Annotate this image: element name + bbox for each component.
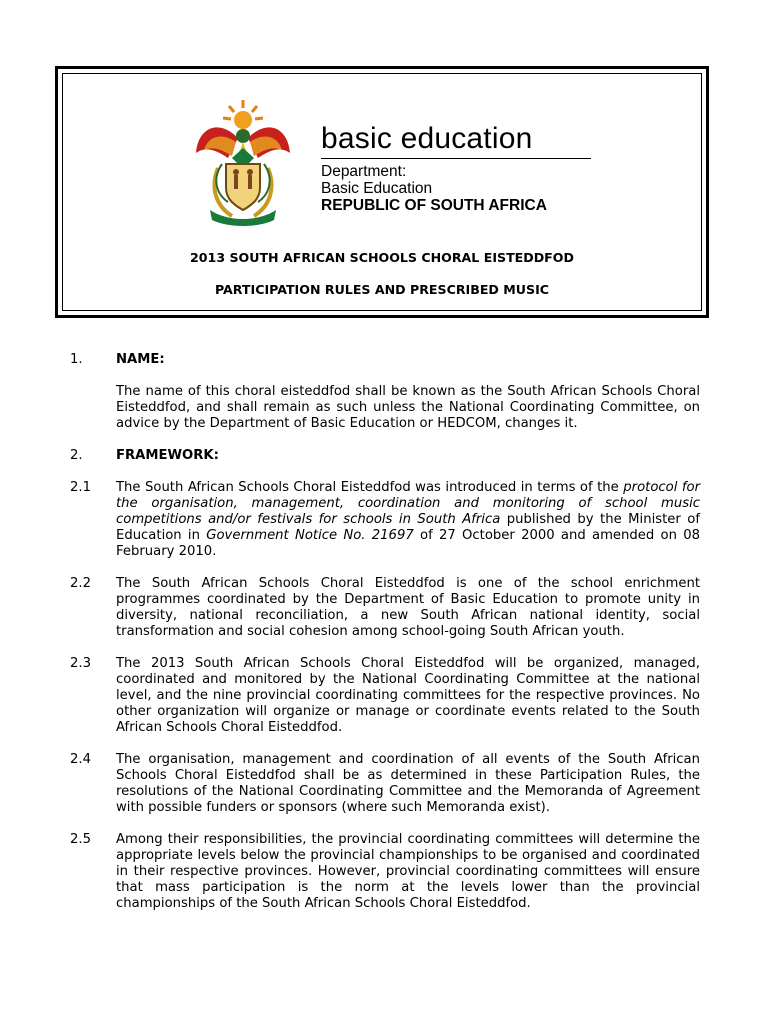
document-header-inner (62, 73, 702, 311)
protocol-title: protocol for the organisation, management, coordination and monitoring of school music competitions and/or festivals for schools in South Africa (116, 480, 700, 527)
paragraph-number: 2.1 (70, 480, 91, 495)
crest-motto-ribbon (210, 210, 276, 226)
paragraph-text: The South African Schools Choral Eisteddfod was introduced in terms of the protocol for the organisation, management, coordination and monitoring of school music competitions and/or festivals for schools in South Africa published by the Minister of Education in Government Notice No. 21697 of 27 October 2000 and amended on 08 February 2010. (116, 480, 700, 559)
paragraph-2-3 (70, 656, 700, 736)
paragraph-text: The organisation, management and coordination of all events of the South African Schools Choral Eisteddfod shall be as determined in these Participation Rules, the resolutions of the National Coordinating Committee and the Memoranda of Agreement with possible funders or sponsors (where such Memoranda exist). (116, 752, 700, 815)
brand-divider (321, 158, 591, 159)
section-number: 2. (70, 448, 83, 463)
section-text: The name of this choral eisteddfod shall be known as the South African Schools Choral Eisteddfod, and shall remain as such unless the National Coordinating Committee, on advice by the Department of Basic Education or HEDCOM, changes it. (116, 384, 700, 431)
paragraph-2-5 (70, 832, 700, 912)
crest-shield (226, 164, 260, 210)
section-number: 1. (70, 352, 83, 367)
republic-name: REPUBLIC OF SOUTH AFRICA (321, 197, 547, 214)
government-notice: Government Notice No. 21697 (206, 528, 414, 543)
brand-title: basic education (321, 122, 533, 155)
paragraph-number: 2.3 (70, 656, 91, 671)
paragraph-2-4 (70, 752, 700, 816)
crest-sun (223, 100, 263, 129)
paragraph-number: 2.2 (70, 576, 91, 591)
document-header (55, 66, 709, 318)
department-label: Department: (321, 163, 407, 180)
paragraph-number: 2.5 (70, 832, 91, 847)
coat-of-arms-logo (188, 98, 298, 228)
paragraph-2-2 (70, 576, 700, 640)
paragraph-number: 2.4 (70, 752, 91, 767)
document-body (70, 352, 700, 928)
paragraph-text: The 2013 South African Schools Choral Eisteddfod will be organized, managed, coordinated and monitored by the National Coordinating Committee at the national level, and the nine provincial coordinating committees for the respective provinces. No other organization will organize or manage or coordinate events related to the South African Schools Choral Eisteddfod. (116, 656, 700, 735)
paragraph-text: Among their responsibilities, the provincial coordinating committees will determine the appropriate levels below the provincial championships to be organised and coordinated in their respective provinces. However, provincial coordinating committees will ensure that mass participation is the norm at the levels lower than the provincial championships of the South African Schools Choral Eisteddfod. (116, 832, 700, 911)
document-title: 2013 SOUTH AFRICAN SCHOOLS CHORAL EISTEDDFOD (190, 250, 574, 265)
section-name (70, 352, 700, 432)
department-name: Basic Education (321, 180, 433, 197)
document-subtitle: PARTICIPATION RULES AND PRESCRIBED MUSIC (214, 282, 550, 297)
section-framework (70, 448, 700, 464)
section-heading: NAME: (116, 352, 165, 367)
department-brand (321, 122, 591, 215)
section-heading: FRAMEWORK: (116, 448, 219, 463)
paragraph-text: The South African Schools Choral Eisteddfod is one of the school enrichment programmes coordinated by the Department of Basic Education to promote unity in diversity, national reconciliation, a new South African national identity, social transformation and social cohesion among school-going South African youth. (116, 576, 700, 639)
paragraph-2-1 (70, 480, 700, 560)
